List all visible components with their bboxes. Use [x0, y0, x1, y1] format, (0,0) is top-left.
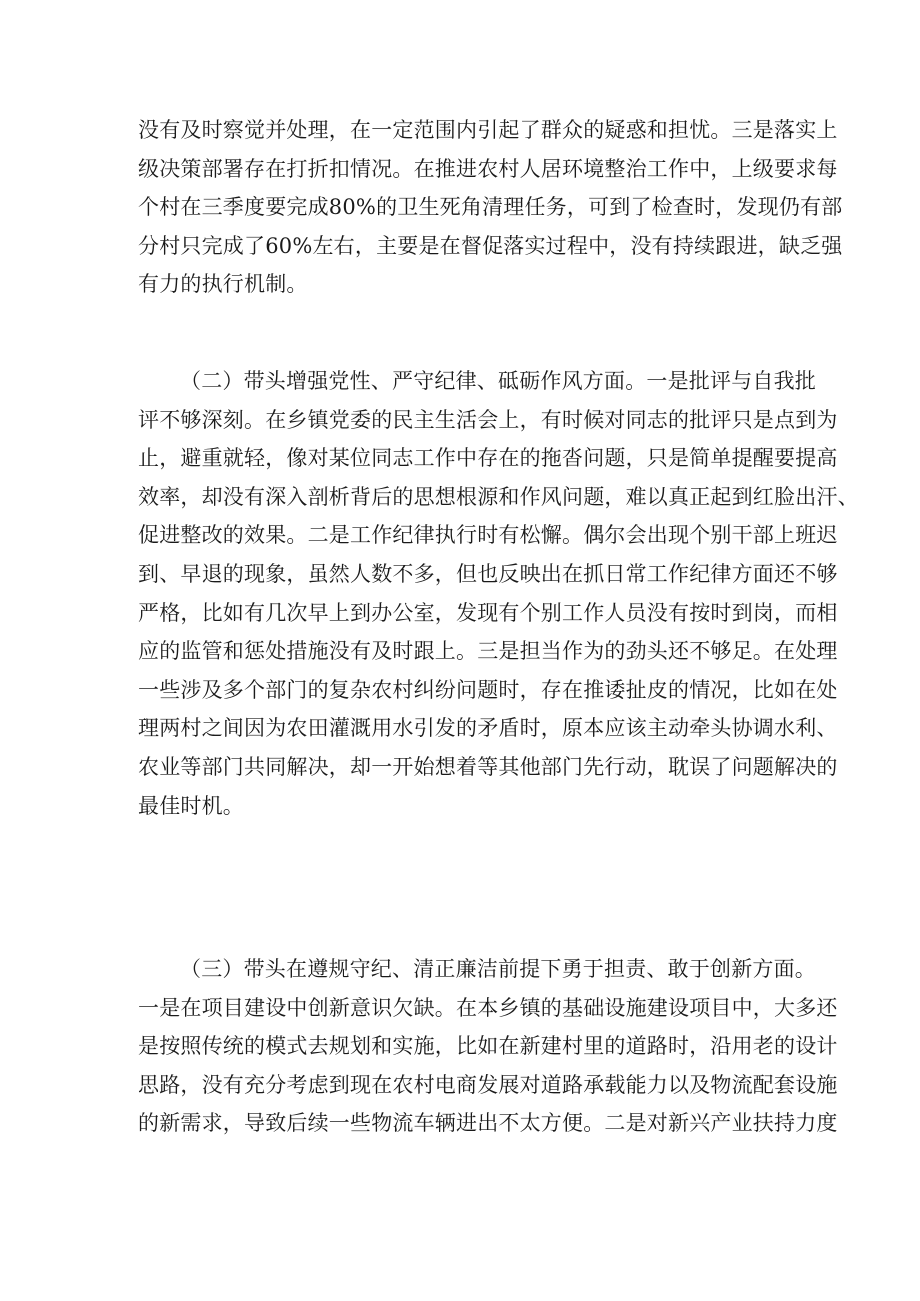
paragraph-line: 一些涉及多个部门的复杂农村纠纷问题时，存在推诿扯皮的情况，比如在处 — [138, 677, 838, 702]
paragraph-1 — [138, 111, 843, 304]
paragraph-line: 止，避重就轻，像对某位同志工作中存在的拖沓问题，只是简单提醒要提高 — [138, 446, 838, 471]
paragraph-line: 理两村之间因为农田灌溉用水引发的矛盾时，原本应该主动牵头协调水利、 — [138, 716, 838, 741]
paragraph-line: 是按照传统的模式去规划和实施，比如在新建村里的道路时，沿用老的设计 — [138, 1034, 838, 1059]
paragraph-line: 分村只完成了60%左右，主要是在督促落实过程中，没有持续跟进，缺乏强 — [138, 233, 843, 258]
paragraph-line: 应的监管和惩处措施没有及时跟上。三是担当作为的劲头还不够足。在处理 — [138, 639, 838, 664]
paragraph-line: 没有及时察觉并处理，在一定范围内引起了群众的疑惑和担忧。三是落实上 — [138, 118, 838, 142]
paragraph-line: 级决策部署存在打折扣情况。在推进农村人居环境整治工作中，上级要求每 — [138, 156, 838, 181]
paragraph-line: 思路，没有充分考虑到现在农村电商发展对道路承载能力以及物流配套设施 — [138, 1072, 838, 1097]
paragraph-line: （二）带头增强党性、严守纪律、砥砺作风方面。一是批评与自我批 — [180, 369, 816, 393]
paragraph-line: 促进整改的效果。二是工作纪律执行时有松懈。偶尔会出现个别干部上班迟 — [138, 523, 838, 548]
paragraph-3 — [138, 950, 838, 1143]
paragraph-line: 的新需求，导致后续一些物流车辆进出不太方便。二是对新兴产业扶持力度 — [138, 1111, 838, 1136]
paragraph-line: 最佳时机。 — [138, 793, 244, 818]
paragraph-line: 评不够深刻。在乡镇党委的民主生活会上，有时候对同志的批评只是点到为 — [138, 407, 838, 432]
paragraph-line: 严格，比如有几次早上到办公室，发现有个别工作人员没有按时到岗，而相 — [138, 600, 838, 625]
paragraph-line: （三）带头在遵规守纪、清正廉洁前提下勇于担责、敢于创新方面。 — [180, 957, 816, 981]
paragraph-line: 到、早退的现象，虽然人数不多，但也反映出在抓日常工作纪律方面还不够 — [138, 561, 838, 586]
paragraph-line: 有力的执行机制。 — [138, 272, 308, 297]
paragraph-line: 效率，却没有深入剖析背后的思想根源和作风问题，难以真正起到红脸出汗、 — [138, 484, 859, 509]
paragraph-2 — [138, 362, 859, 825]
paragraph-line: 农业等部门共同解决，却一开始想着等其他部门先行动，耽误了问题解决的 — [138, 754, 838, 779]
paragraph-line: 一是在项目建设中创新意识欠缺。在本乡镇的基础设施建设项目中，大多还 — [138, 995, 838, 1020]
paragraph-line: 个村在三季度要完成80%的卫生死角清理任务，可到了检查时，发现仍有部 — [138, 195, 843, 220]
